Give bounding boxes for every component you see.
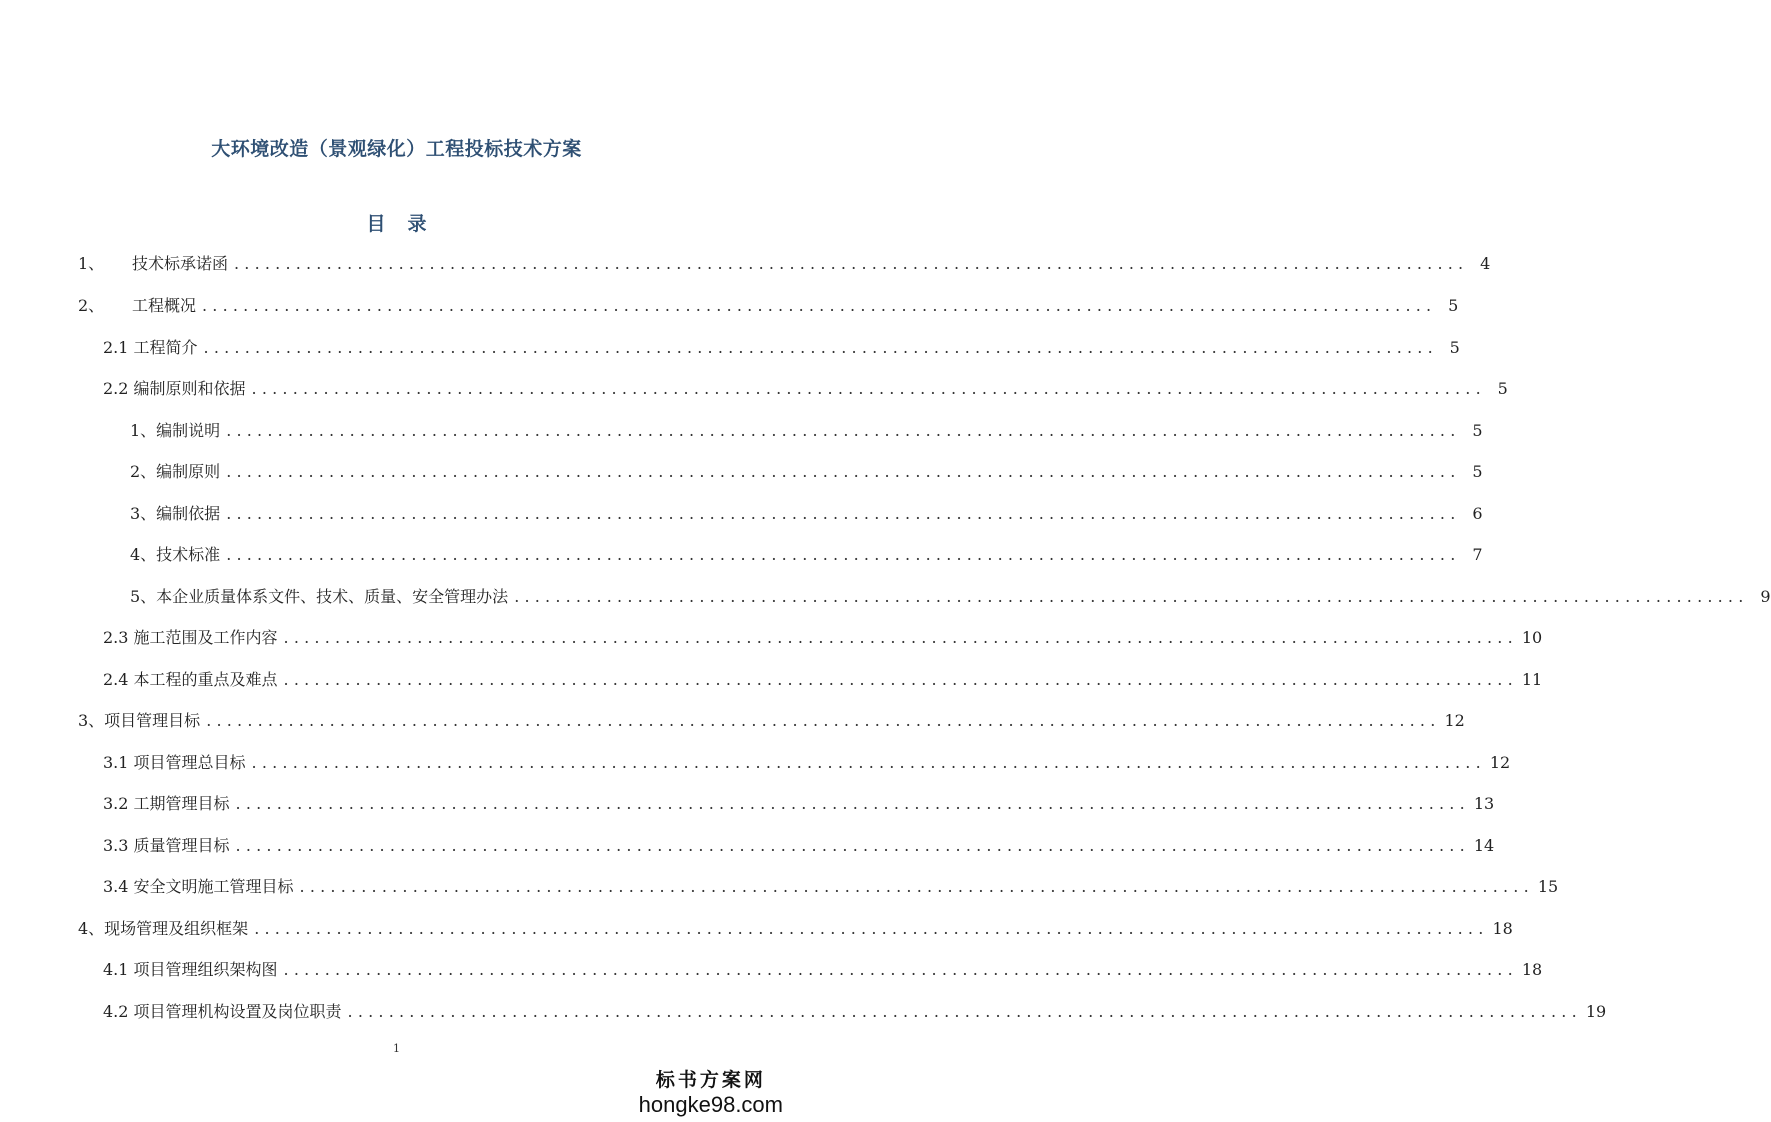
toc-dot-leader: ........................................................................................................................ <box>226 545 1461 564</box>
toc-dot-leader: ........................................................................................................................ <box>254 919 1489 938</box>
toc-entry-page: 13 <box>1473 794 1495 813</box>
toc-heading-right: 录 <box>407 213 427 235</box>
toc-entry-page: 12 <box>1489 753 1511 772</box>
toc-entry-title: 3、编制依据 <box>130 504 221 523</box>
toc-entry[interactable] <box>130 460 1483 484</box>
toc-entry[interactable] <box>130 543 1483 567</box>
toc-entry-title: 2.2 编制原则和依据 <box>103 379 246 398</box>
toc-entry[interactable] <box>103 792 1495 816</box>
toc-entry[interactable] <box>103 668 1543 692</box>
toc-dot-leader: ........................................................................................................................ <box>283 670 1518 689</box>
toc-entry[interactable] <box>103 626 1543 650</box>
toc-entry-page: 18 <box>1521 960 1543 979</box>
toc-entry-page: 12 <box>1444 711 1465 730</box>
toc-entry-number: 1、 <box>78 254 105 273</box>
toc-entry-title: 2、编制原则 <box>130 462 221 481</box>
toc-entry-page: 18 <box>1492 919 1513 938</box>
toc-dot-leader: ........................................................................................................................ <box>206 711 1441 730</box>
toc-entry-page: 15 <box>1537 877 1559 896</box>
toc-dot-leader: ........................................................................................................................ <box>234 254 1469 273</box>
toc-dot-leader: ........................................................................................................................ <box>283 628 1518 647</box>
toc-entry-title: 3.3 质量管理目标 <box>103 836 230 855</box>
toc-heading-left: 目 <box>366 213 386 235</box>
toc-entry-title: 3.1 项目管理总目标 <box>103 753 246 772</box>
toc-entry[interactable] <box>78 294 1459 318</box>
toc-dot-leader: ........................................................................................................................ <box>226 462 1461 481</box>
toc-entry-title: 技术标承诺函 <box>132 254 229 273</box>
toc-entry-title: 3.4 安全文明施工管理目标 <box>103 877 294 896</box>
toc-entry-page: 4 <box>1480 254 1491 273</box>
toc-entry[interactable] <box>103 1000 1607 1024</box>
toc-entry-title: 5、本企业质量体系文件、技术、质量、安全管理办法 <box>130 587 509 606</box>
toc-dot-leader: ........................................................................................................................ <box>226 504 1461 523</box>
toc-entry[interactable] <box>130 502 1483 526</box>
watermark-url: hongke98.com <box>638 1092 783 1117</box>
toc-entry[interactable] <box>103 834 1495 858</box>
toc-entry-title: 4、现场管理及组织框架 <box>78 919 249 938</box>
toc-entry-title: 2.1 工程简介 <box>103 338 198 357</box>
toc-entry-title: 1、编制说明 <box>130 421 221 440</box>
toc-entry[interactable] <box>78 917 1513 941</box>
toc-entry-page: 5 <box>1472 462 1483 481</box>
toc-entry-title: 3、项目管理目标 <box>78 711 201 730</box>
toc-entry-title: 2.3 施工范围及工作内容 <box>103 628 278 647</box>
toc-entry-title: 工程概况 <box>132 296 197 315</box>
toc-entry-title: 3.2 工期管理目标 <box>103 794 230 813</box>
toc-entry[interactable] <box>103 751 1511 775</box>
toc-entry-page: 10 <box>1521 628 1543 647</box>
toc-entry-page: 6 <box>1472 504 1483 523</box>
toc-entry-page: 5 <box>1449 338 1460 357</box>
toc-dot-leader: ........................................................................................................................ <box>203 338 1438 357</box>
toc-entry[interactable] <box>130 419 1483 443</box>
toc-entry-page: 19 <box>1585 1002 1607 1021</box>
toc-entry-number: 2、 <box>78 296 105 315</box>
site-watermark <box>639 1068 783 1118</box>
toc-dot-leader: ........................................................................................................................ <box>283 960 1518 979</box>
toc-dot-leader: ........................................................................................................................ <box>347 1002 1582 1021</box>
document-title: 大环境改造（景观绿化）工程投标技术方案 <box>211 138 582 160</box>
toc-entry-page: 5 <box>1472 421 1483 440</box>
toc-entry-title: 4.2 项目管理机构设置及岗位职责 <box>103 1002 342 1021</box>
page-number: 1 <box>393 1042 400 1055</box>
toc-entry-page: 14 <box>1473 836 1495 855</box>
toc-entry[interactable] <box>103 377 1508 401</box>
toc-entry[interactable] <box>78 252 1491 276</box>
toc-entry-page: 7 <box>1472 545 1483 564</box>
toc-entry[interactable] <box>78 709 1465 733</box>
toc-dot-leader: ........................................................................................................................ <box>251 753 1486 772</box>
toc-entry-title: 4、技术标准 <box>130 545 221 564</box>
toc-entry[interactable] <box>103 958 1543 982</box>
toc-entry-title: 4.1 项目管理组织架构图 <box>103 960 278 979</box>
toc-entry[interactable] <box>103 336 1460 360</box>
toc-entry[interactable] <box>103 875 1559 899</box>
toc-dot-leader: ........................................................................................................................ <box>226 421 1461 440</box>
toc-dot-leader: ........................................................................................................................ <box>235 836 1470 855</box>
toc-dot-leader: ........................................................................................................................ <box>514 587 1749 606</box>
toc-entry-page: 9 <box>1760 587 1771 606</box>
toc-dot-leader: ........................................................................................................................ <box>299 877 1534 896</box>
toc-entry[interactable] <box>130 585 1771 609</box>
watermark-title: 标书方案网 <box>655 1069 766 1091</box>
toc-heading <box>0 209 793 236</box>
toc-entry-page: 11 <box>1521 670 1543 689</box>
toc-dot-leader: ........................................................................................................................ <box>251 379 1486 398</box>
toc-dot-leader: ........................................................................................................................ <box>235 794 1470 813</box>
toc-entry-title: 2.4 本工程的重点及难点 <box>103 670 278 689</box>
toc-entry-page: 5 <box>1448 296 1459 315</box>
toc-entry-page: 5 <box>1497 379 1508 398</box>
toc-dot-leader: ........................................................................................................................ <box>202 296 1437 315</box>
